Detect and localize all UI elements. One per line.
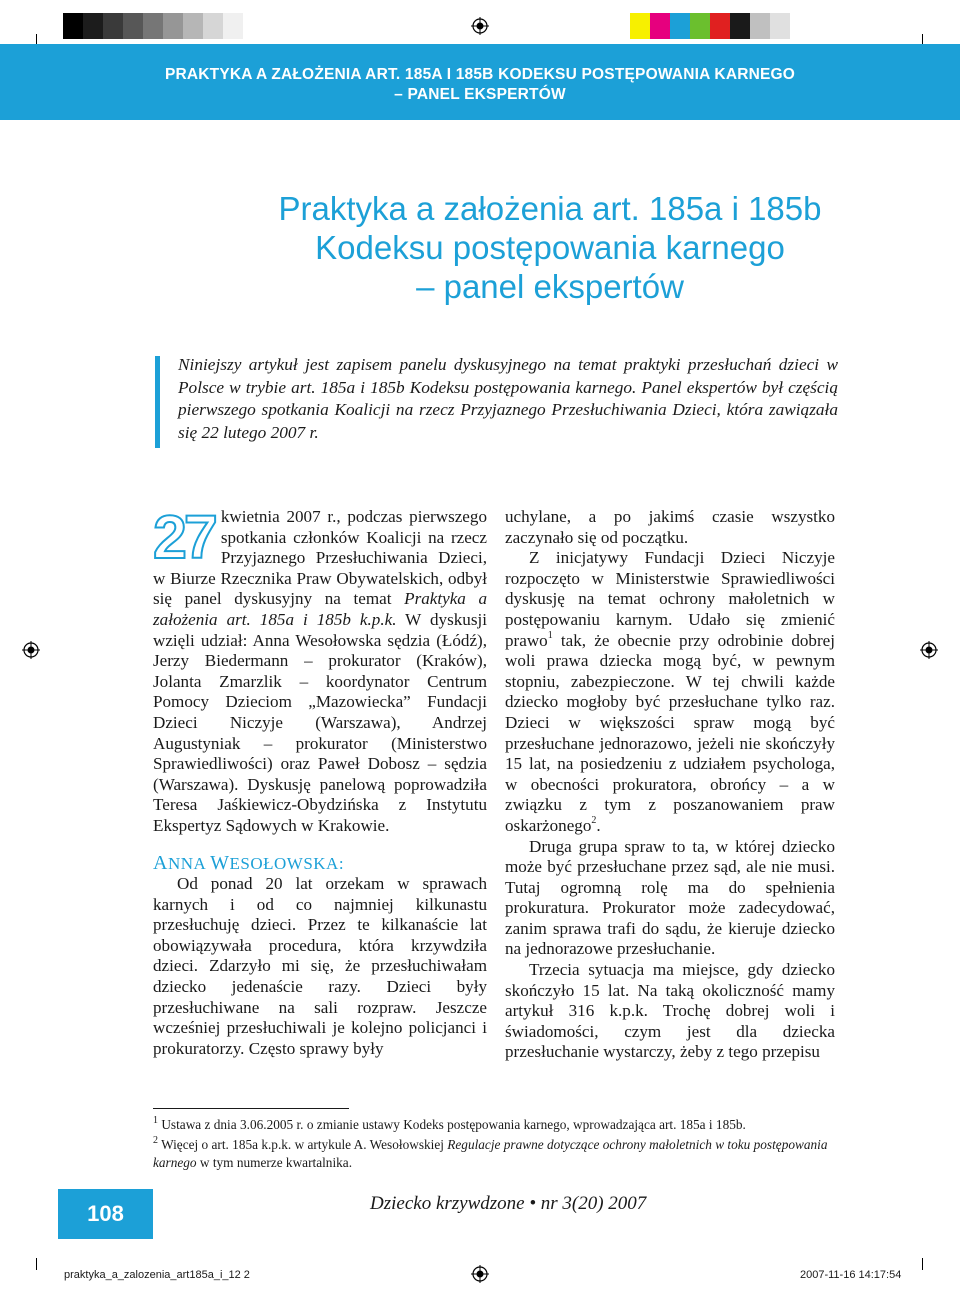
color-swatch bbox=[63, 13, 83, 39]
registration-mark-icon bbox=[920, 641, 938, 659]
footnote-2: $^2$ Więcej o art. 185a k.p.k. w artykule A. Wesołowskiej Regulacje prawne dotyczące ochrony małoletnich w toku postępowania karnego w tym numerze kwartalnika. bbox=[153, 1135, 828, 1170]
lead-accent-rule bbox=[155, 356, 160, 448]
article-title-line2: Kodeksu postępowania karnego bbox=[315, 229, 785, 266]
color-swatch bbox=[730, 13, 750, 39]
journal-footer: Dziecko krzywdzone • nr 3(20) 2007 bbox=[370, 1193, 647, 1214]
footnote-ref[interactable]: 1 bbox=[547, 629, 553, 641]
running-header-line2: – PANEL EKSPERTÓW bbox=[394, 86, 566, 103]
registration-mark-icon bbox=[471, 1265, 489, 1283]
dropcap: 27 bbox=[153, 503, 215, 571]
intro-paragraph bbox=[153, 503, 487, 837]
body-column-right bbox=[505, 507, 835, 1063]
intro-text-continued: W dyskusji wzięli udział: Anna Wesołowska sędzia (Łódź), Jerzy Biedermann – prokurator (Kraków), Jolanta Zmarzlik – koordynator Centrum Pomocy Dzieciom „Mazowiecka” Fundacji Dzieci Niczyje (Warszawa), Andrzej Augustyniak – prokurator (Ministerstwo Sprawiedliwości) oraz Paweł Dobosz – sędzia (Warszawa). Dyskusję panelową poprowadziła Teresa Jaśkiewicz-Obydzińska z Instytutu Ekspertyz Sądowych w Krakowie. bbox=[153, 609, 487, 835]
footnote-ref[interactable]: 2 bbox=[591, 814, 597, 826]
article-lead: Niniejszy artykuł jest zapisem panelu dyskusyjnego na temat praktyki przesłuchań dzieci w Polsce w trybie art. 185a i 185b Kodeksu postępowania karnego. Panel ekspertów był częścią pierwszego spotkania Koalicji na rzecz Przyjaznego Przesłuchiwania Dzieci, która zawiązała się 22 lutego 2007 r. bbox=[178, 355, 838, 443]
color-swatch bbox=[670, 13, 690, 39]
crop-mark bbox=[36, 1258, 37, 1270]
color-swatch bbox=[103, 13, 123, 39]
color-swatch bbox=[223, 13, 243, 39]
color-swatch bbox=[163, 13, 183, 39]
color-swatch bbox=[650, 13, 670, 39]
color-bar-left bbox=[63, 13, 243, 39]
color-swatch bbox=[690, 13, 710, 39]
page-number: 108 bbox=[58, 1189, 153, 1239]
body-column-left bbox=[153, 503, 487, 1059]
color-swatch bbox=[750, 13, 770, 39]
speaker-heading: ANNA WESOŁOWSKA: bbox=[153, 851, 345, 874]
article-title-line3: – panel ekspertów bbox=[416, 268, 684, 305]
registration-mark-icon bbox=[471, 17, 489, 35]
color-swatch bbox=[83, 13, 103, 39]
article-title-line1: Praktyka a założenia art. 185a i 185b bbox=[278, 190, 822, 227]
footnote-1: $^1$ Ustawa z dnia 3.06.2005 r. o zmianie ustawy Kodeks postępowania karnego, wprowadzająca art. 185a i 185b. bbox=[153, 1115, 746, 1132]
body-paragraph: Trzecia sytuacja ma miejsce, gdy dziecko skończyło 15 lat. Na taką okoliczność mamy artykuł 316 k.p.k. Trochę dobrej woli i świadomości, czym jest dla dziecka przesłuchanie wystarczy, żeby z tego przepisu bbox=[505, 960, 835, 1062]
body-paragraph: Druga grupa spraw to ta, w której dziecko może być przesłuchane przez sąd, ale nie musi. Tutaj ogromną rolę ma do spełnienia prokuratura. Prokurator może zadecydować, zanim sprawa trafi do sądu, że kieruje dziecko na jednorazowe przesłuchanie. bbox=[505, 836, 835, 959]
intro-text: kwietnia 2007 r., podczas pierwszego spotkania członków Koalicji na rzecz Przyjaznego Przesłuchiwania Dzieci, w Biurze Rzecznika Praw Obywatelskich, odbył się panel dyskusyjny na temat bbox=[153, 507, 487, 609]
body-paragraph: Z inicjatywy Fundacji Dzieci Niczyje rozpoczęto w Ministerstwie Sprawiedliwości dyskusję na temat ochrony małoletnich w postępowaniu karnym. Udało się zmienić prawo$^1$ tak, że obecnie przy odrobinie dobrej woli prawa dziecka mogą być, w pewnym stopniu, zabezpieczone. W tej chwili każde dziecko mogłoby być przesłuchane tylko raz. Dzieci w większości spraw mogą być przesłuchane jednorazowo, jeżeli nie skończyły 15 lat, na posiedzeniu z udziałem psychologa, w obecności prokuratora, obrońcy – a w związku z tym z poszanowaniem praw oskarżonego$^2$. bbox=[505, 548, 835, 835]
slug-timestamp: 2007-11-16 14:17:54 bbox=[800, 1269, 902, 1281]
intro-emphasis: Praktyka a założenia art. 185a i 185b k.p.k. bbox=[153, 589, 487, 629]
running-header-line1: PRAKTYKA A ZAŁOŻENIA ART. 185A I 185B KODEKSU POSTĘPOWANIA KARNEGO bbox=[164, 66, 796, 83]
body-paragraph: uchylane, a po jakimś czasie wszystko zaczynało się od początku. bbox=[505, 507, 835, 547]
color-swatch bbox=[143, 13, 163, 39]
color-swatch bbox=[123, 13, 143, 39]
crop-mark bbox=[922, 1258, 923, 1270]
color-swatch bbox=[203, 13, 223, 39]
speaker-paragraph: Od ponad 20 lat orzekam w sprawach karnych i od co najmniej kilkunastu przesłuchuję dzieci. Przez te kilkanaście lat obowiązywała procedura, która krzywdziła dzieci. Zdarzyło mi się, że przesłuchiwałam dziecko jedenaście razy. Dzieci były przesłuchiwane na sali rozpraw. Jeszcze wcześniej przesłuchiwali je kolejno policjanci i prokuratorzy. Często sprawy były bbox=[153, 874, 487, 1058]
color-swatch bbox=[710, 13, 730, 39]
color-swatch bbox=[630, 13, 650, 39]
color-swatch bbox=[183, 13, 203, 39]
color-bar-right bbox=[630, 13, 790, 39]
footnote-rule bbox=[153, 1108, 349, 1109]
color-swatch bbox=[770, 13, 790, 39]
slug-filename: praktyka_a_zalozenia_art185a_i_12 2 bbox=[64, 1269, 250, 1281]
registration-mark-icon bbox=[22, 641, 40, 659]
